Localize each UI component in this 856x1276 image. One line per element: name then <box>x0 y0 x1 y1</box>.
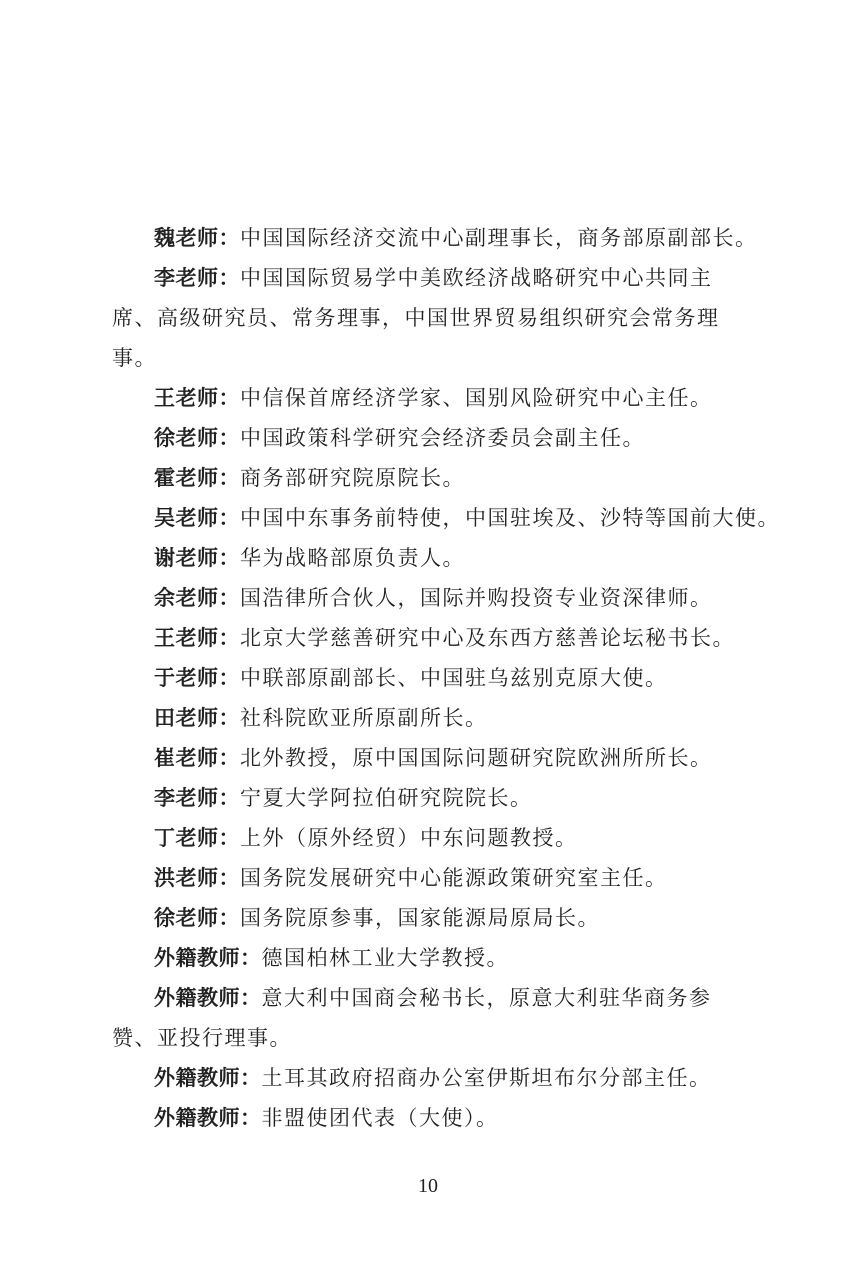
faculty-description: 国务院发展研究中心能源政策研究室主任。 <box>240 866 668 890</box>
faculty-name: 外籍教师： <box>154 946 262 970</box>
faculty-description: 中国国际经济交流中心副理事长，商务部原副部长。 <box>240 226 758 250</box>
faculty-entry <box>112 858 752 898</box>
faculty-description: 社科院欧亚所原副所长。 <box>240 706 488 730</box>
faculty-name: 外籍教师： <box>154 1066 262 1090</box>
faculty-name: 于老师： <box>154 666 240 690</box>
faculty-description: 德国柏林工业大学教授。 <box>261 946 509 970</box>
faculty-list <box>112 218 780 1138</box>
faculty-name: 魏老师： <box>154 226 240 250</box>
faculty-description: 土耳其政府招商办公室伊斯坦布尔分部主任。 <box>261 1066 712 1090</box>
faculty-name: 崔老师： <box>154 746 240 770</box>
faculty-name: 徐老师： <box>154 906 240 930</box>
faculty-entry <box>112 778 752 818</box>
faculty-name: 王老师： <box>154 386 240 410</box>
faculty-name: 余老师： <box>154 586 240 610</box>
faculty-name: 丁老师： <box>154 826 240 850</box>
faculty-entry <box>112 698 752 738</box>
faculty-entry <box>112 498 780 538</box>
faculty-description: 国务院原参事，国家能源局原局长。 <box>240 906 600 930</box>
faculty-entry <box>112 818 752 858</box>
faculty-entry <box>112 218 758 258</box>
faculty-description: 非盟使团代表（大使）。 <box>261 1106 499 1130</box>
faculty-entry <box>112 378 752 418</box>
faculty-description: 中联部原副部长、中国驻乌兹别克原大使。 <box>240 666 668 690</box>
faculty-name: 外籍教师： <box>154 986 262 1010</box>
faculty-name: 徐老师： <box>154 426 240 450</box>
faculty-entry <box>112 458 752 498</box>
faculty-entry <box>112 658 752 698</box>
faculty-name: 外籍教师： <box>154 1106 262 1130</box>
faculty-name: 吴老师： <box>154 506 240 530</box>
faculty-entry <box>112 418 752 458</box>
faculty-entry <box>112 978 752 1058</box>
faculty-entry <box>112 618 752 658</box>
faculty-description: 中国国际贸易学中美欧经济战略研究中心共同主席、高级研究员、常务理事，中国世界贸易组织研究会常务理事。 <box>112 266 720 370</box>
faculty-name: 洪老师： <box>154 866 240 890</box>
faculty-description: 商务部研究院原院长。 <box>240 466 465 490</box>
faculty-entry <box>112 1058 752 1098</box>
faculty-entry <box>112 258 752 378</box>
faculty-description: 北外教授，原中国国际问题研究院欧洲所所长。 <box>240 746 713 770</box>
faculty-description: 国浩律所合伙人，国际并购投资专业资深律师。 <box>240 586 713 610</box>
faculty-description: 意大利中国商会秘书长，原意大利驻华商务参赞、亚投行理事。 <box>112 986 712 1050</box>
faculty-description: 宁夏大学阿拉伯研究院院长。 <box>240 786 533 810</box>
faculty-entry <box>112 738 752 778</box>
faculty-entry <box>112 578 752 618</box>
faculty-name: 李老师： <box>154 266 240 290</box>
faculty-description: 中国中东事务前特使，中国驻埃及、沙特等国前大使。 <box>240 506 780 530</box>
faculty-entry <box>112 538 752 578</box>
faculty-description: 华为战略部原负责人。 <box>240 546 465 570</box>
faculty-name: 王老师： <box>154 626 240 650</box>
page-number: 10 <box>418 1175 438 1197</box>
faculty-name: 李老师： <box>154 786 240 810</box>
faculty-entry <box>112 1098 752 1138</box>
faculty-description: 上外（原外经贸）中东问题教授。 <box>240 826 578 850</box>
faculty-description: 中信保首席经济学家、国别风险研究中心主任。 <box>240 386 713 410</box>
faculty-description: 中国政策科学研究会经济委员会副主任。 <box>240 426 645 450</box>
faculty-name: 谢老师： <box>154 546 240 570</box>
faculty-description: 北京大学慈善研究中心及东西方慈善论坛秘书长。 <box>240 626 735 650</box>
faculty-entry <box>112 898 752 938</box>
faculty-name: 田老师： <box>154 706 240 730</box>
faculty-entry <box>112 938 752 978</box>
faculty-name: 霍老师： <box>154 466 240 490</box>
